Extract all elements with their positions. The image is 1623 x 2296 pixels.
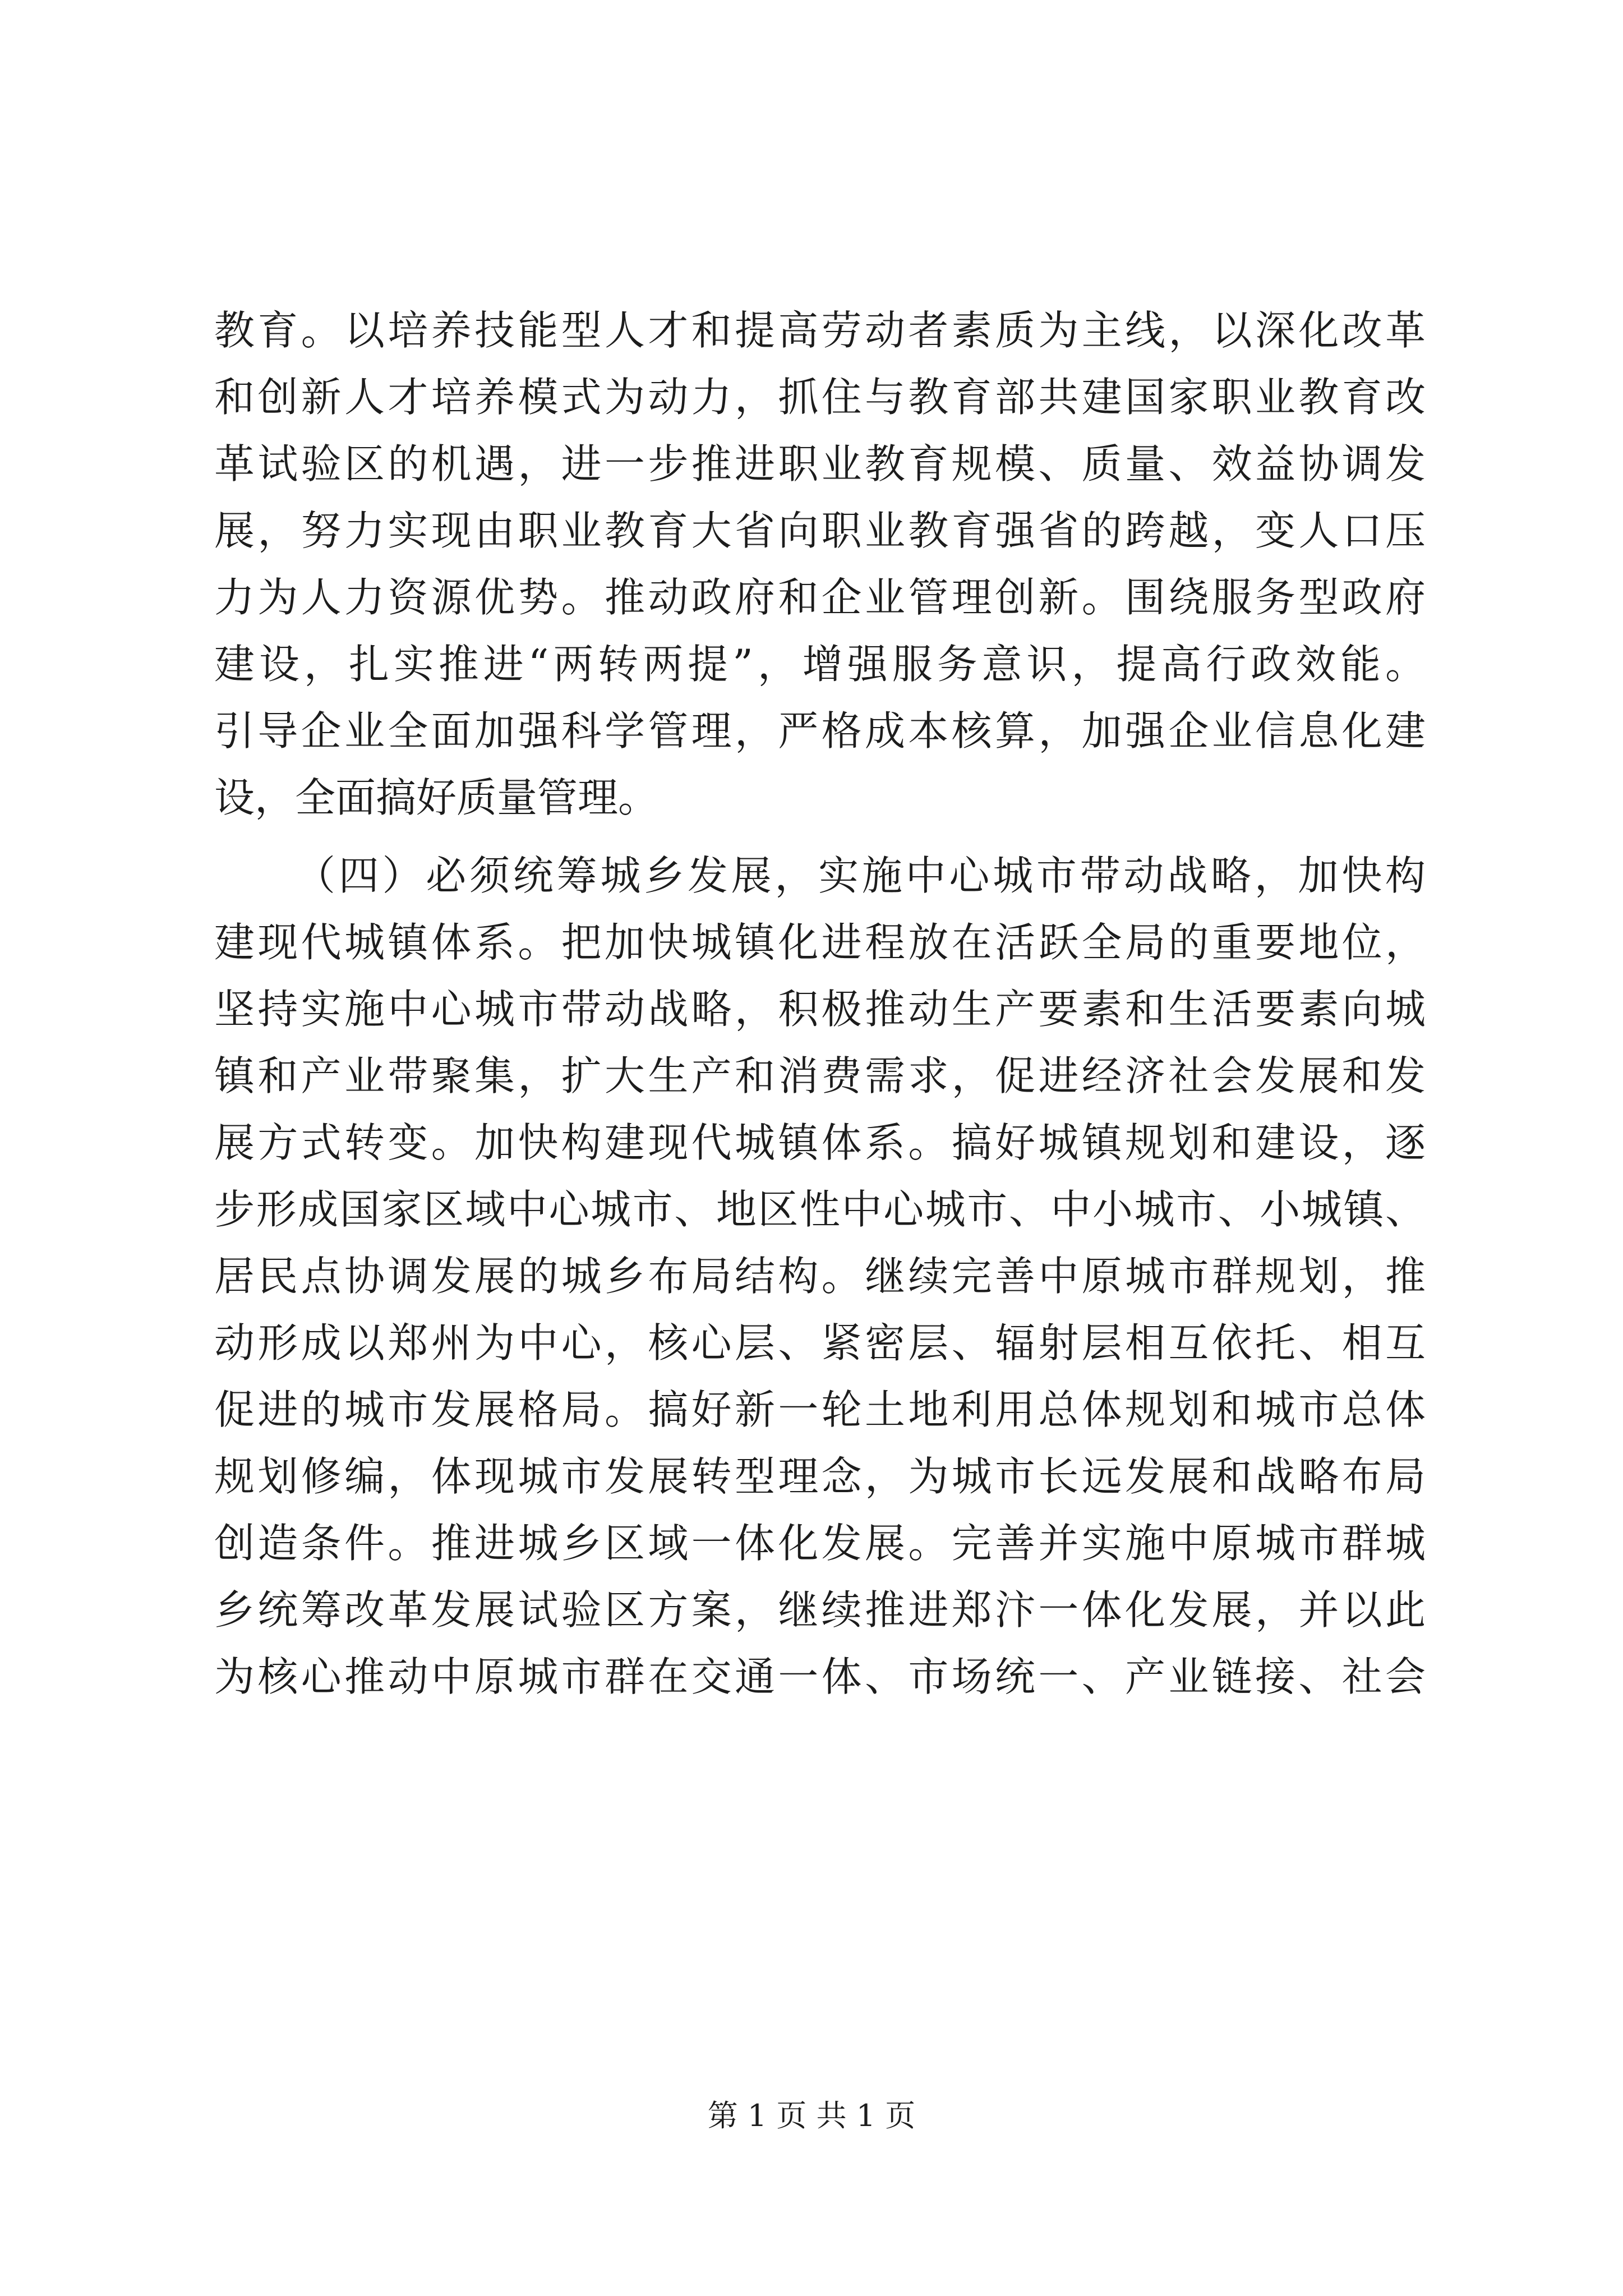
text-line: 步形成国家区域中心城市、地区性中心城市、中小城市、小城镇、 [214, 1186, 1426, 1233]
text-line: 革试验区的机遇，进一步推进职业教育规模、质量、效益协调发 [214, 440, 1426, 487]
page-footer [0, 2099, 1623, 2133]
paragraph-gap [214, 831, 1426, 843]
text-line: 居民点协调发展的城乡布局结构。继续完善中原城市群规划，推 [214, 1253, 1426, 1300]
text-line: 和创新人才培养模式为动力，抓住与教育部共建国家职业教育改 [214, 374, 1426, 421]
text-line: 乡统筹改革发展试验区方案，继续推进郑汴一体化发展，并以此 [214, 1586, 1426, 1634]
text-line: 镇和产业带聚集，扩大生产和消费需求，促进经济社会发展和发 [214, 1052, 1426, 1099]
text-line: 设，全面搞好质量管理。 [214, 774, 659, 821]
text-line: 建设，扎实推进“两转两提”，增强服务意识，提高行政效能。 [214, 641, 1426, 688]
text-line: 促进的城市发展格局。搞好新一轮土地利用总体规划和城市总体 [214, 1386, 1426, 1433]
paragraph-1 [214, 297, 1426, 831]
text-line: 展方式转变。加快构建现代城镇体系。搞好城镇规划和建设，逐 [214, 1119, 1426, 1166]
text-line: （四）必须统筹城乡发展，实施中心城市带动战略，加快构 [295, 852, 1426, 899]
paragraph-2 [214, 843, 1426, 1710]
text-line: 教育。以培养技能型人才和提高劳动者素质为主线，以深化改革 [214, 307, 1426, 354]
text-line: 力为人力资源优势。推动政府和企业管理创新。围绕服务型政府 [214, 574, 1426, 621]
text-line: 坚持实施中心城市带动战略，积极推动生产要素和生活要素向城 [214, 986, 1426, 1033]
page-number: 第 1 页 共 1 页 [707, 2098, 916, 2133]
text-line: 建现代城镇体系。把加快城镇化进程放在活跃全局的重要地位， [214, 919, 1426, 966]
body-text [214, 297, 1426, 1710]
text-line: 引导企业全面加强科学管理，严格成本核算，加强企业信息化建 [214, 707, 1426, 754]
text-line: 展，努力实现由职业教育大省向职业教育强省的跨越，变人口压 [214, 507, 1426, 554]
text-line: 创造条件。推进城乡区域一体化发展。完善并实施中原城市群城 [214, 1520, 1426, 1567]
text-line: 为核心推动中原城市群在交通一体、市场统一、产业链接、社会 [214, 1653, 1426, 1700]
text-line: 规划修编，体现城市发展转型理念，为城市长远发展和战略布局 [214, 1453, 1426, 1500]
text-line: 动形成以郑州为中心，核心层、紧密层、辐射层相互依托、相互 [214, 1319, 1426, 1366]
